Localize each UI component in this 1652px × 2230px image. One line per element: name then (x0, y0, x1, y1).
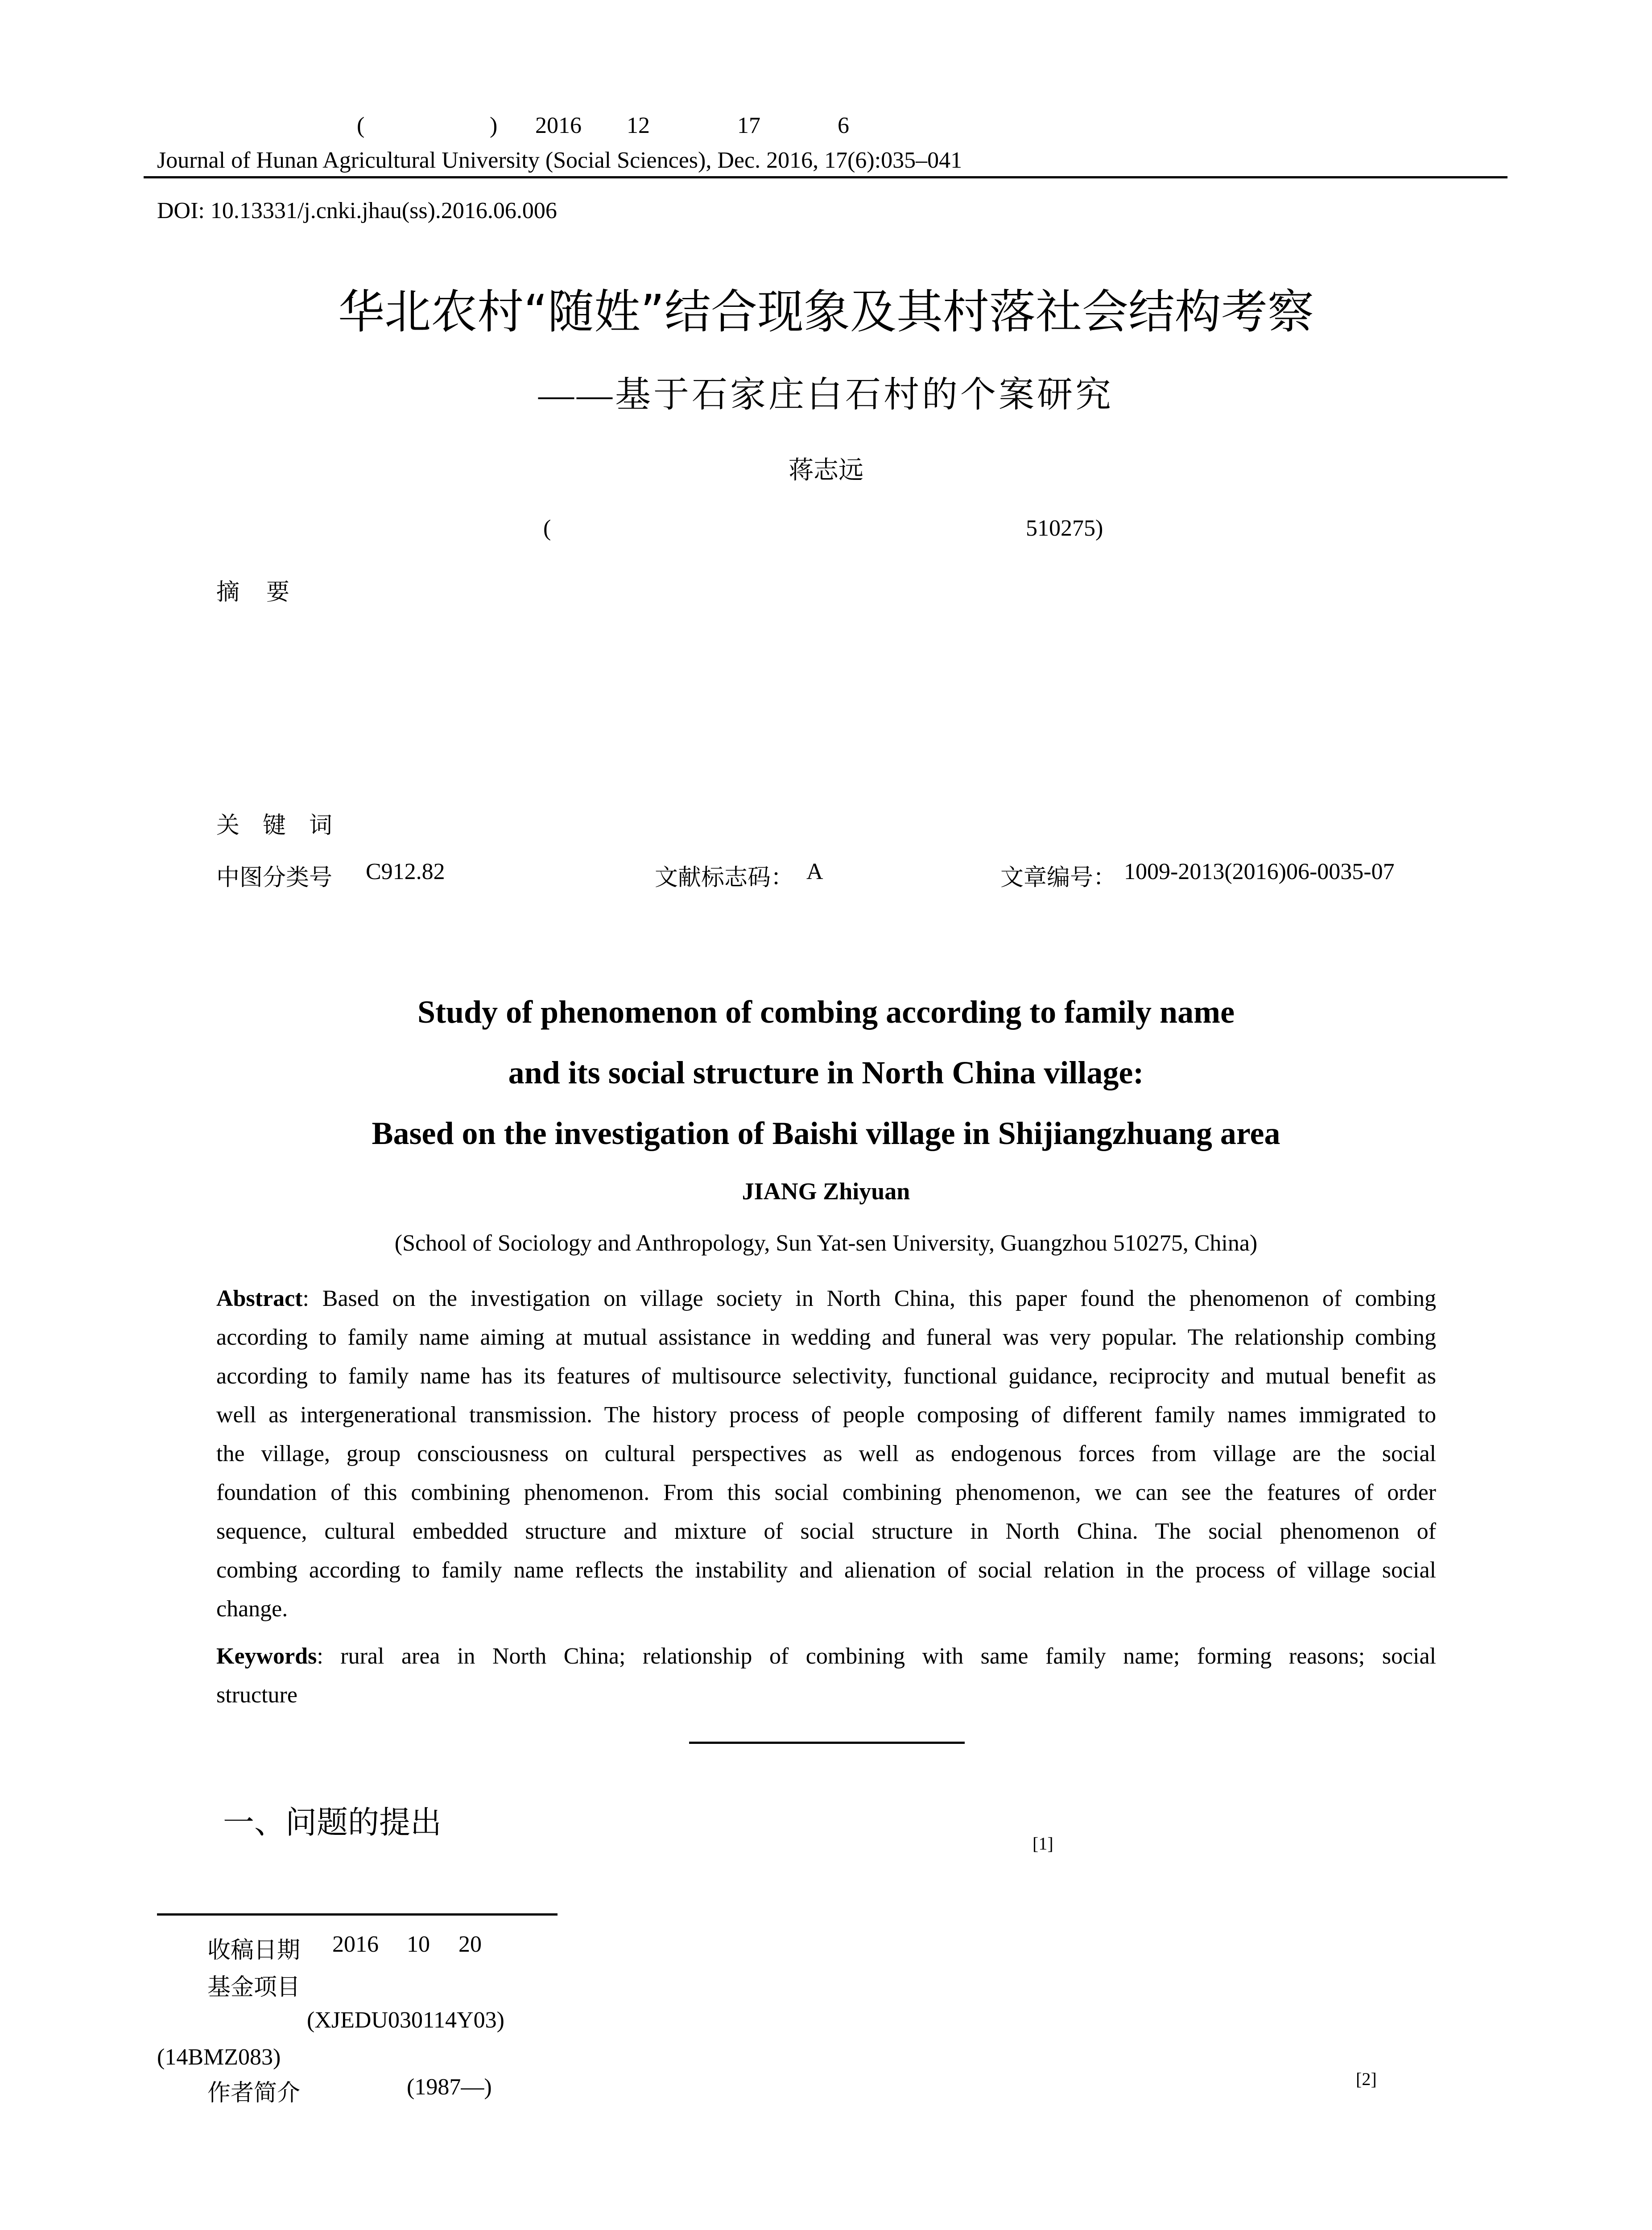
section-separator (689, 1742, 965, 1744)
abstract-en-line: foundation of this combining phenomenon. From this social combining phenomenon, we can see the features of order (216, 1480, 1436, 1505)
received-day: 20 (458, 1932, 482, 1957)
header-year: 2016 (535, 113, 582, 138)
keywords-en-line: : rural area in North China; relationship of combining with same family name; forming reasons; social (317, 1644, 1436, 1669)
fund-code-1: (XJEDU030114Y03) (307, 2007, 504, 2033)
header-volume: 17 (737, 113, 760, 138)
keywords-en (216, 1637, 1436, 1714)
title-en-line-1: Study of phenomenon of combing according to family name (417, 994, 1235, 1030)
header-journal-line: Journal of Hunan Agricultural University (Social Sciences), Dec. 2016, 17(6):035–041 (157, 148, 962, 173)
doc-code-label: 文献标志码： (655, 864, 794, 891)
abstract-en-line: according to family name has its features of multisource selectivity, functional guidance, reciprocity and mutual benefit as (216, 1363, 1436, 1389)
citation-ref-2: [2] (1356, 2069, 1377, 2089)
abstract-en-label: Abstract (216, 1286, 303, 1311)
keywords-en-line: structure (216, 1682, 297, 1708)
abstract-en-line: : Based on the investigation on village society in North China, this paper found the phenomenon of combing (302, 1286, 1436, 1311)
affiliation-cn-code: 510275) (1026, 516, 1103, 541)
doc-code-value: A (806, 859, 823, 884)
article-no-label: 文章编号： (1000, 864, 1117, 891)
header-paren-open: ( (357, 113, 365, 138)
received-label: 收稿日期 (207, 1937, 301, 1964)
fund-code-2: (14BMZ083) (157, 2044, 281, 2070)
footnote-rule (157, 1913, 558, 1916)
author-bio-label: 作者简介 (207, 2080, 301, 2106)
header-month: 12 (627, 113, 650, 138)
keywords-en-label: Keywords (216, 1644, 317, 1669)
abstract-en-line: the village, group consciousness on cultural perspectives as well as endogenous forces from village are the social (216, 1441, 1436, 1466)
citation-ref-1: [1] (1032, 1834, 1053, 1854)
section-heading: 一、问题的提出 (223, 1804, 442, 1841)
title-cn: 华北农村“随姓”结合现象及其村落社会结构考察 (338, 285, 1314, 339)
header-paren-close: ) (490, 113, 498, 138)
article-no-value: 1009-2013(2016)06-0035-07 (1124, 859, 1395, 884)
author-en: JIANG Zhiyuan (742, 1178, 910, 1205)
fund-label: 基金项目 (207, 1974, 301, 2001)
header-issue: 6 (838, 113, 849, 138)
author-cn: 蒋志远 (789, 456, 863, 485)
abstract-en-line: according to family name aiming at mutual assistance in wedding and funeral was very popular. The relationship combing (216, 1325, 1436, 1350)
subtitle-cn: ——基于石家庄白石村的个案研究 (538, 376, 1114, 415)
keywords-label-cn: 关 键 词 (216, 812, 333, 839)
received-month: 10 (407, 1932, 430, 1957)
author-birth-year: (1987—) (407, 2074, 492, 2100)
clc-label: 中图分类号 (216, 864, 333, 891)
clc-value: C912.82 (366, 859, 445, 884)
abstract-en-line: well as intergenerational transmission. The history process of people composing of different family names immigrated to (216, 1402, 1436, 1428)
abstract-en-line: sequence, cultural embedded structure and mixture of social structure in North China. The social phenomenon of (216, 1519, 1436, 1544)
received-year: 2016 (332, 1932, 379, 1957)
affiliation-en: (School of Sociology and Anthropology, Sun Yat-sen University, Guangzhou 510275, China) (394, 1231, 1258, 1256)
title-en-line-2: and its social structure in North China village: (508, 1055, 1144, 1090)
affiliation-cn-open: ( (543, 516, 551, 541)
abstract-en (216, 1279, 1436, 1628)
abstract-label-cn: 摘 要 (216, 579, 292, 606)
abstract-en-line: combing according to family name reflects the instability and alienation of social relation in the process of village social (216, 1557, 1436, 1583)
abstract-en-line: change. (216, 1596, 288, 1622)
title-en-line-3: Based on the investigation of Baishi village in Shijiangzhuang area (372, 1115, 1280, 1151)
doi: DOI: 10.13331/j.cnki.jhau(ss).2016.06.006 (157, 198, 557, 223)
header-rule (144, 176, 1507, 178)
